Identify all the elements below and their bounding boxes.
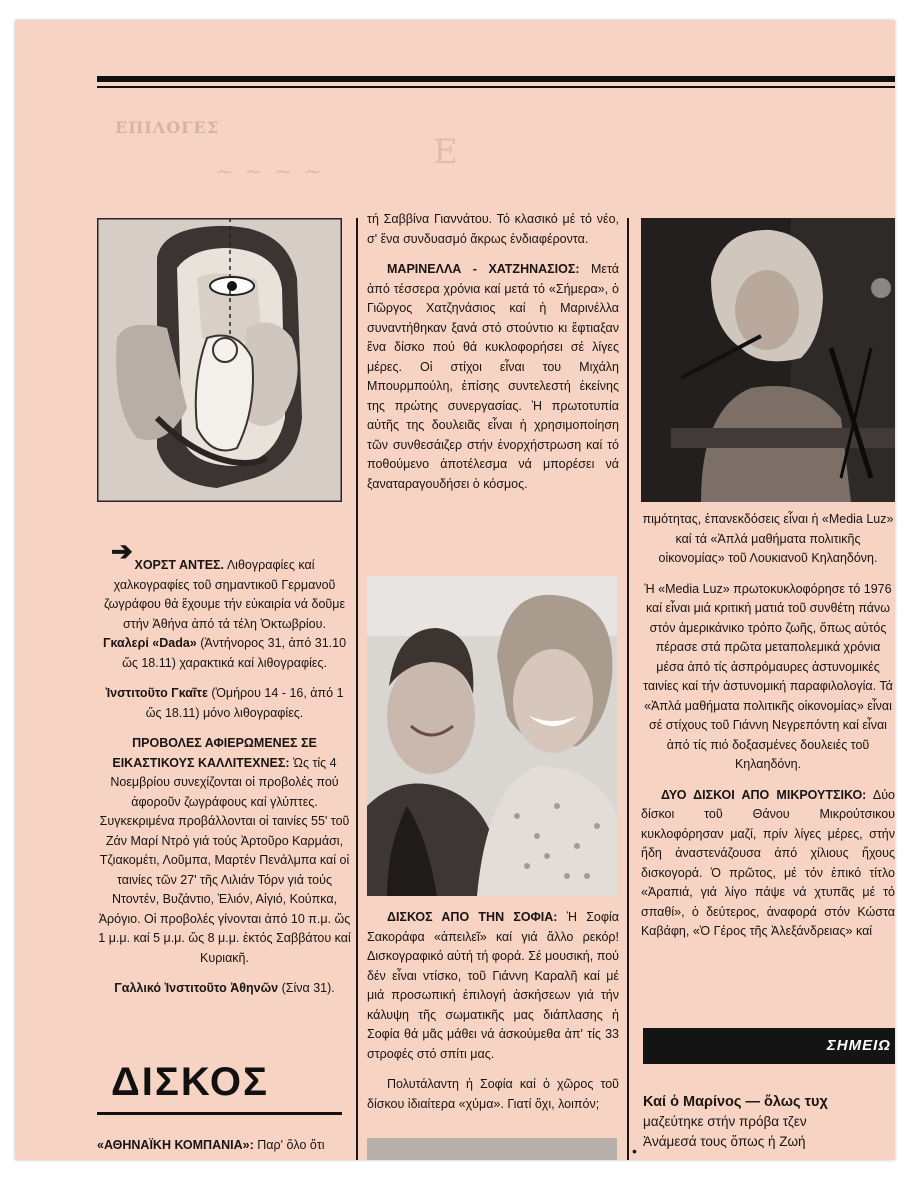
notes-headline: Καί ὁ Μαρίνος — ὅλως τυχ bbox=[643, 1094, 828, 1110]
sofia-paragraph bbox=[367, 908, 619, 1064]
athenian-company-body: Παρ' ὅλο ὅτι bbox=[257, 1138, 325, 1152]
bullet-dot: • bbox=[632, 1143, 637, 1159]
marinella-hatzinasios-photo bbox=[367, 576, 617, 896]
horst-antes-lead: ΧΟΡΣΤ ΑΝΤΕΣ. bbox=[134, 558, 225, 572]
arrow-right-icon: ➔ bbox=[111, 536, 133, 566]
screenings-lead: ΠΡΟΒΟΛΕΣ ΑΦΙΕΡΩΜΕΝΕΣ ΣΕ ΕΙΚΑΣΤΙΚΟΥΣ ΚΑΛΛΙΤΕΧΝΕΣ: bbox=[112, 736, 317, 770]
mikroutsikos-body: Δύο δίσκοι τοῦ Θάνου Μικρούτσικου κυκλοφόρησαν μαζί, πρίν λίγες μέρες, στήν ἤδη ἀναστενάζουσα ἀπό χίλιους ἤχους δισκογορά. Ὁ πρῶτος, μέ τόν ἐπικό τίτλο «Ἀραπιά, γιά λίγο πάψε νά χτυπᾶς μέ τό σπαθί», ὁ δεύτερος, ἀναφορά στόν Κώστα Καβάφη, «Ὁ Γέρος τῆς Ἀλεξάνδρειας» καί bbox=[641, 787, 895, 938]
bottom-photo-strip bbox=[367, 1138, 617, 1160]
horst-antes-paragraph bbox=[97, 556, 352, 634]
bleed-through-text: ΕΠΙΛΟΓΕΣ bbox=[115, 118, 220, 137]
lithograph-drawing bbox=[97, 218, 342, 502]
column-2-top-text bbox=[367, 210, 619, 505]
section-title: ΔΙΣΚΟΣ bbox=[111, 1060, 270, 1104]
notes-section-label: ΣΗΜΕΙΩ bbox=[826, 1037, 891, 1054]
horst-antes-body: Λιθογραφίες καί χαλκογραφίες τοῦ σημαντικοῦ Γερμανοῦ ζωγράφου θά ἔχουμε τήν εὐκαιρία νά δοῦμε στήν Ἀθήνα ἀπό τά τέλη Ὀκτωβρίου. bbox=[103, 558, 346, 631]
dada-gallery-body: (Ἀντήνορος 31, ἀπό 31.10 ὥς 18.11) χαρακτικά καί λιθογραφίες. bbox=[122, 636, 347, 670]
newspaper-clipping bbox=[15, 20, 895, 1160]
musician-image bbox=[641, 218, 895, 502]
goethe-institute-body: (Ὁμήρου 14 - 16, ἀπό 1 ὥς 18.11) μόνο λιθογραφίες. bbox=[145, 686, 344, 720]
column-1-text bbox=[97, 556, 352, 1010]
notes-line-3: Ἀνάμεσά τους ὅπως ἡ Ζωή bbox=[643, 1134, 806, 1149]
dada-gallery-paragraph bbox=[97, 634, 352, 673]
screenings-paragraph bbox=[97, 734, 352, 968]
marinella-lead: ΜΑΡΙΝΕΛΛΑ - ΧΑΤΖΗΝΑΣΙΟΣ: bbox=[387, 262, 580, 276]
goethe-institute-lead: Ἰνστιτοῦτο Γκαῖτε bbox=[105, 686, 208, 700]
sofia-lead: ΔΙΣΚΟΣ ΑΠΟ ΤΗΝ ΣΟΦΙΑ: bbox=[387, 910, 558, 924]
top-rule bbox=[97, 76, 895, 82]
mikroutsikos-paragraph bbox=[641, 786, 895, 942]
lithograph-artwork-image bbox=[97, 218, 342, 502]
notes-section-band bbox=[643, 1028, 895, 1064]
sofia-body: Ἡ Σοφία Σακοράφα «ἀπειλεῖ» καί γιά ἄλλο ρεκόρ! Δισκογραφικό αὐτή τή φορά. Σέ μουσική, πού δέν εἶναι ντίσκο, τοῦ Γιάννη Καραλῆ καί μέ μιά προσωπική ἐπιλογή ἀσκήσεων γιά τήν κάλυψη τῆς σωματικῆς μας διάπλασης ἡ Σοφία θά μᾶς μάθει νά ἀσκούμεθα ἀπ' τίς 33 στροφές στό σπίτι μας. bbox=[367, 910, 619, 1061]
bottom-teaser bbox=[97, 1136, 352, 1156]
athenian-company-lead: «ΑΘΗΝΑΪΚΗ ΚΟΜΠΑΝΙΑ»: bbox=[97, 1138, 254, 1152]
column-2-bottom-text bbox=[367, 908, 619, 1125]
media-luz-paragraph: Ἡ «Media Luz» πρωτοκυκλοφόρησε τό 1976 καί εἶναι μιά κριτική ματιά τοῦ συνθέτη πάνω στόν ἀμερικάνικο τρόπο ζωῆς, ὅπως αὐτός πέρασε στά πρῶτα μεταπολεμικά χρόνια μέσα ἀπό τίς ἀσπρόμαυρες ἀστυνομικές ταινίες καί τήν ἀστυνομική παραφιλολογία. Τά «Ἁπλά μαθήματα πολιτικῆς οἰκονομίας» εἶναι σέ στίχους τοῦ Γιάννη Νεγρεπόντη καί εἶναι ἀπό τίς πιό δοξασμένες δουλειές τοῦ Κηλαηδόνη. bbox=[643, 581, 893, 771]
bleed-through-handwriting: ~ ~ ~ ~ bbox=[215, 160, 324, 185]
mikroutsikos-lead: ΔΥΟ ΔΙΣΚΟΙ ΑΠΟ ΜΙΚΡΟΥΤΣΙΚΟ: bbox=[661, 787, 867, 802]
bleed-through-letter: Ε bbox=[433, 132, 458, 172]
marinella-body: Μετά ἀπό τέσσερα χρόνια καί μετά τό «Σήμερα», ὁ Γιῶργος Χατζηνάσιος καί ἡ Μαρινέλλα συναντήθηκαν ξανά στό στούντιο κι ἔφτιαξαν ἕνα δίσκο πού θά κυκλοφορήσει σέ λίγες μέρες. Οἱ στίχοι εἶναι του Μιχάλη Μπουρμπούλη, ἐπίσης συντελεστή ἐκείνης της πρώτης συνεργασίας. Ἡ πρωτοτυπία αὐτῆς της δουλειᾶς εἶναι ἡ χρησιμοποίηση τῶν συνθεσάιζερ στήν ἐνορχήστρωση καί τό ποθούμενο ἀποτέλεσμα νά μπορέσει νά ξαναταραγουδήσει ὁ κόσμος. bbox=[367, 262, 619, 491]
french-institute-body: (Σίνα 31). bbox=[281, 981, 335, 995]
column-3-text bbox=[641, 510, 895, 953]
goethe-institute-paragraph bbox=[97, 684, 352, 723]
column-divider-2 bbox=[627, 218, 629, 1160]
musician-photo bbox=[641, 218, 895, 502]
screenings-body: Ὡς τίς 4 Νοεμβρίου συνεχίζονται οἱ προβολές πού ἀφοροῦν ζωγράφους καί γλύπτες. Συγκεκριμένα προβάλλονται οἱ ταινίες 55' τοῦ Ζάν Μαρί Ντρό γιά τούς Ἀρτοῦρο Καρμάσι, Τζιακομέτι, Λοῦμπα, Μαρτέν Πενάλμπα καί οἱ ταινίες τῶν 27' τῆς Λιλιάν Τόρν γιά τούς Ντοντέν, Βυζάντιο, Ἐλιόν, Αἰγιό, Κούπκα, Ἀρόγιο. Οἱ προβολές γίνονται ἀπό 10 π.μ. ὥς 1 μ.μ. καί 5 μ.μ. ὥς 8 μ.μ. ἐκτός Σαββάτου καί Κυριακῆ. bbox=[98, 755, 351, 965]
savvina-paragraph: τή Σαββίνα Γιαννάτου. Τό κλασικό μέ τό νέο, σ' ἕνα συνδυασμό ἄκρως ἐνδιαφέροντα. bbox=[367, 212, 619, 246]
notes-line-2: μαζεύτηκε στήν πρόβα τζεν bbox=[643, 1114, 807, 1129]
dada-gallery-lead: Γκαλερί «Dada» bbox=[102, 636, 197, 650]
media-luz-intro: πιμότητας, ἐπανεκδόσεις εἶναι ἡ «Media Luz» καί τά «Ἁπλά μαθήματα πολιτικῆς οἰκονομίας» τοῦ Λουκιανοῦ Κηλαηδόνη. bbox=[642, 512, 894, 565]
section-title-rule bbox=[97, 1112, 342, 1115]
french-institute-lead: Γαλλικό Ἰνστιτοῦτο Ἀθηνῶν bbox=[114, 981, 279, 995]
sofia-closing-paragraph: Πολυτάλαντη ἡ Σοφία καί ὁ χῶρος τοῦ δίσκου ἰδιαίτερα «χύμα». Γιατί ὄχι, λοιπόν; bbox=[367, 1077, 619, 1111]
duo-portrait bbox=[367, 576, 617, 896]
notes-teaser bbox=[643, 1092, 895, 1152]
marinella-paragraph bbox=[367, 260, 619, 494]
top-rule-thin bbox=[97, 86, 895, 88]
column-divider-1 bbox=[356, 218, 358, 1160]
french-institute-paragraph bbox=[97, 979, 352, 999]
